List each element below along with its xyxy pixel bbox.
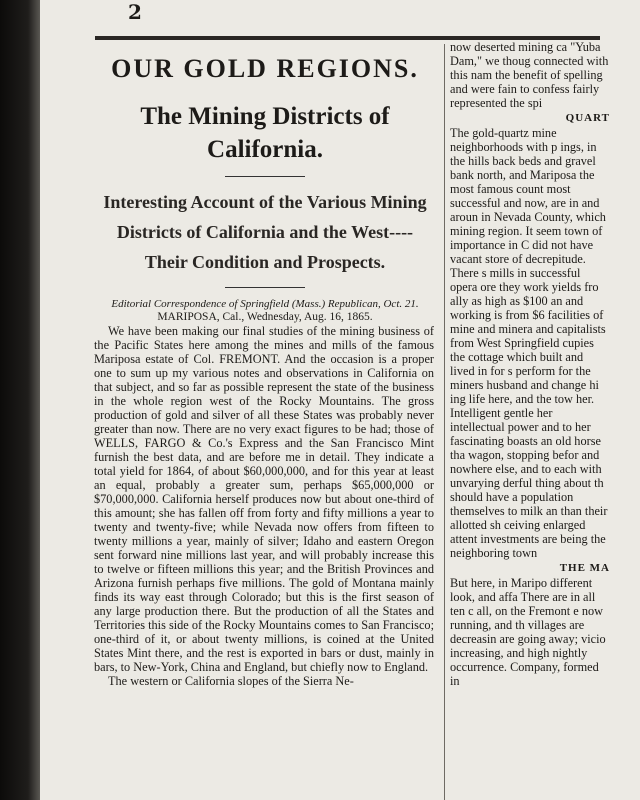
article-subhead: The Mining Districts of California. (140, 103, 390, 163)
divider-rule (225, 287, 305, 288)
article-body: We have been making our final studies of the mining business of the Pacific States here among the mines and mills of the famous Mariposa estate of Col. FREMONT. And the occasion is a proper one to sum up my various notes and observations in California on that subject, and so far as possible represent the state of the business in the whole region west of the Rocky Mountains. The gross production of gold and silver of all these States was probably never greater than now. There are no very exact figures to be had; those of WELLS, FARGO & Co.'s Express and the San Francisco Mint furnish the best data, and are before me in detail. They indicate a total yield for 1864, of about $60,000,000, and for this year at least an equal, probably a greater sum, perhaps $65,000,000 or $70,000,000. California herself produces now but about one-third of this amount; she has fallen off from forty and fifty millions a year to twenty and twenty-five; while Nevada now offers from fifteen to twenty millions a year, mainly of silver; Idaho and eastern Oregon sent forward nine millions last year, and will probably increase this to twelve or fifteen millions this year; and the British Provinces and Arizona furnish perhaps five millions. The gold of Montana mainly finds its way east through Colorado; but this is the first season of any large production there. But the production of all the States and Territories this side of the Rocky Mountains comes to San Francisco; one-third of it, or about twenty millions, is coined at the United States Mint there, and the rest is exported in bars or dust, mainly in bars, to New-York, China and England, but chiefly now to England. (94, 324, 434, 674)
right-column (450, 40, 610, 800)
article-dateline: MARIPOSA, Cal., Wednesday, Aug. 16, 1865. (157, 311, 373, 323)
article-body-continued: The western or California slopes of the Sierra Ne- (108, 674, 354, 688)
right-column-paragraph: But here, in Maripo different look, and affa There are in all ten c all, on the Fremont e now running, and th villages are decreasin are going away; vicio increasing, and high nightly occurrence. Company, formed in (450, 576, 606, 688)
right-column-paragraph: now deserted mining ca "Yuba Dam," we thoug connected with this nam the benefit of spelling and were fain to confess fairly represented the spi (450, 40, 609, 110)
divider-rule (225, 176, 305, 177)
page-number: 2 (128, 0, 142, 24)
article-byline: Editorial Correspondence of Springfield (Mass.) Republican, Oct. 21. (111, 298, 419, 310)
article-headline: OUR GOLD REGIONS. (111, 54, 419, 83)
column-divider (444, 44, 445, 800)
right-column-heading: THE MA (559, 562, 610, 574)
right-column-heading: QUART (565, 112, 610, 124)
right-column-paragraph: The gold-quartz mine neighborhoods with p ings, in the hills back beds and gravel bank north, and Mariposa the most famous count most successful and now, are in and aroun in Nevada County, which mining region. It seem town of importance in C did not have vacant store of decrepitude. There s mills in successful opera ore they work yields fro ally as high as $100 an and working is from $6 facilities of mine and minera and capitalists from West Springfield cupies the cottage which built and lived in for s perform for the miners husband and change hi ing life here, and the tow her. Intelligent gentle her intellectual power and to her fascinating boasts an old horse tha wagon, stopping befor and nowhere else, and to each with unvarying derful thing about th should have a population themselves to milk an than their allotted sh ceiving enlarged attent investments are being the neighboring town (450, 126, 608, 560)
page-edge-shadow (0, 0, 40, 800)
article-deck: Interesting Account of the Various Mining Districts of California and the West----Their Condition and Prospects. (103, 192, 427, 272)
article-column (92, 44, 438, 800)
